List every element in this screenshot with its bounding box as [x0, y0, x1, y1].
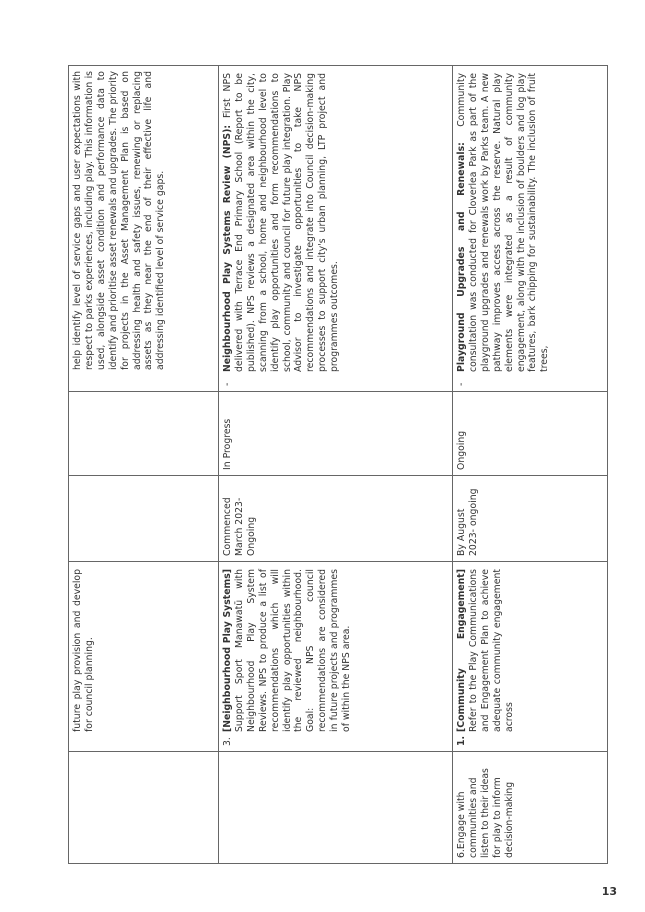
action-text: future play provision and develop for council planning.	[72, 569, 95, 732]
description-text: help identify level of service gaps and user expectations with respect to parks experiences, including play. This information is used, alongside asset condition and performance data to identify and prioritise asset renewals and upgrades. The priority for projects in the Asset Management Plan is based on addressing health and safety issues, renewing or replacing assets as they near the end of their effective life and addressing identified level of service gaps.	[72, 71, 167, 370]
bullet-dash: -	[456, 382, 467, 386]
description-text: First NPS delivered with Terrace End Primary School (Report to be published). NPS reviews a designated area within the city, scanning from a school, home and neighbourhood level to identify play opportunities and form recommendations to school, community and council for future play integration. Play Advisor to investigate opportunities to take NPS recommendations and integrate into Council decision-making processes to support city's urban planning, LTP project and programmes outcomes.	[222, 73, 341, 372]
action-cell	[69, 562, 219, 752]
outcome-cell	[69, 752, 219, 864]
table-row	[219, 66, 453, 864]
timeframe-cell	[219, 476, 453, 562]
description-heading: Playground Upgrades and Renewals:	[456, 142, 467, 372]
action-cell	[219, 562, 453, 752]
outcome-text: 6.Engage with communities and listen to their ideas for play to inform decision-making	[456, 768, 515, 858]
outcome-cell	[219, 752, 453, 864]
description-cell	[453, 66, 608, 392]
status-cell	[453, 392, 608, 476]
status-cell	[219, 392, 453, 476]
bullet-dash: -	[222, 382, 233, 386]
timeframe-cell	[69, 476, 219, 562]
status-text: In Progress	[222, 418, 233, 470]
timeframe-text: Commenced March 2023- Ongoing	[222, 497, 257, 556]
table-row	[453, 66, 608, 864]
action-number: 1.	[456, 735, 467, 746]
action-plan-table	[68, 65, 608, 864]
action-text: Support Sport Manawatū with Neighbourhood Play System Reviews. NPS to produce a list of recommendations which will identify play opportunities within the reviewed neighbourhood. Goal: NPS council recommendations are considered in future projects and programmes of within the NPS area.	[233, 569, 353, 732]
description-heading: Neighbourhood Play Systems Review (NPS):	[222, 124, 233, 372]
action-heading: [Community Engagement]	[456, 569, 467, 732]
status-text: Ongoing	[456, 430, 467, 470]
action-heading: [Neighbourhood Play Systems]	[222, 569, 233, 732]
table-row	[69, 66, 219, 864]
description-cell	[219, 66, 453, 392]
timeframe-text: By August 2023- ongoing	[456, 488, 479, 556]
action-number: 3.	[222, 737, 233, 746]
description-text: Community consultation was conducted for Cloverlea Park as part of the playground upgrades and renewals work by Parks team. A new pathway improves access across the reserve. Natural play elements were integrated as a result of community engagement, along with the inclusion of boulders and log play features, bark chipping for sustainability. The inclusion of fruit trees,	[456, 73, 551, 372]
timeframe-cell	[453, 476, 608, 562]
description-cell	[69, 66, 219, 392]
page-number: 13	[601, 885, 617, 898]
status-cell	[69, 392, 219, 476]
outcome-cell	[453, 752, 608, 864]
action-text: Refer to the Play Communications and Engagement Plan to achieve adequate community engagement across	[467, 569, 515, 732]
action-cell	[453, 562, 608, 752]
